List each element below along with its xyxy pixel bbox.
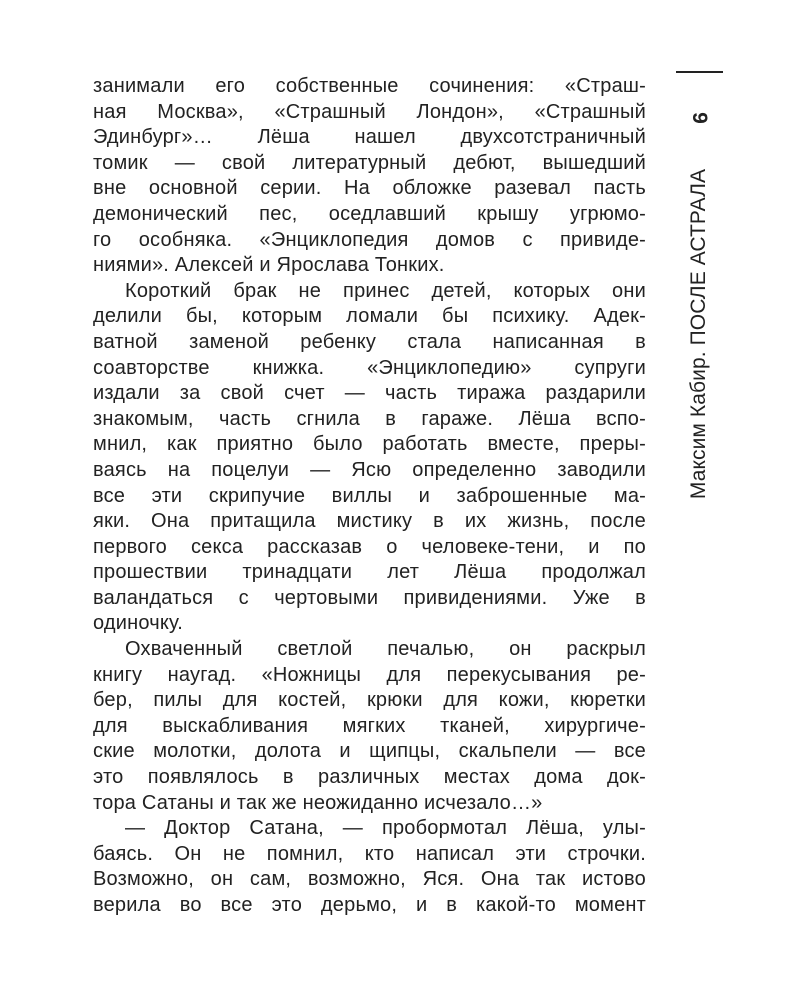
text-line: тора Сатаны и так же неожиданно исчезало…» xyxy=(93,791,543,814)
text-line: соавторстве книжка. «Энциклопедию» супруги xyxy=(93,356,646,379)
text-line: прошествии тринадцати лет Лёша продолжал xyxy=(93,561,646,584)
text-line: — Доктор Сатана, — пробормотал Лёша, улы- xyxy=(125,817,646,840)
text-line: томик — свой литературный дебют, вышедший xyxy=(93,151,646,174)
text-line: Возможно, он сам, возможно, Яся. Она так истово xyxy=(93,868,646,891)
text-line: мнил, как приятно было работать вместе, преры- xyxy=(93,433,646,456)
text-line: Охваченный светлой печалью, он раскрыл xyxy=(125,638,646,661)
page-number: 9 xyxy=(688,112,711,124)
text-line: занимали его собственные сочинения: «Страш- xyxy=(93,75,646,97)
text-line: валандаться с чертовыми привидениями. Уже в xyxy=(93,586,646,609)
text-line: яки. Она притащила мистику в их жизнь, после xyxy=(93,510,646,533)
text-line: издали за свой счет — часть тиража раздарили xyxy=(93,382,646,405)
header-rule xyxy=(676,71,723,73)
text-line: верила во все это дерьмо, и в какой-то момент xyxy=(93,894,646,916)
text-line: все эти скрипучие виллы и заброшенные ма- xyxy=(93,484,646,507)
body-text xyxy=(93,74,646,919)
text-line: вне основной серии. На обложке разевал пасть xyxy=(93,177,646,200)
text-line: для выскабливания мягких тканей, хирургиче- xyxy=(93,714,646,737)
text-line: книгу наугад. «Ножницы для перекусывания ре- xyxy=(93,663,646,686)
text-line: первого секса рассказав о человеке-тени, и по xyxy=(93,535,646,558)
text-line: демонический пес, оседлавший крышу угрюмо- xyxy=(93,202,646,225)
text-line: баясь. Он не помнил, кто написал эти строчки. xyxy=(93,842,646,865)
text-line: ниями». Алексей и Ярослава Тонких. xyxy=(93,254,445,277)
text-line: ватной заменой ребенку стала написанная в xyxy=(93,330,646,353)
text-line: ские молотки, долота и щипцы, скальпели — все xyxy=(93,740,646,763)
text-line: бер, пилы для костей, крюки для кожи, кюретки xyxy=(93,689,646,712)
text-line: это появлялось в различных местах дома док- xyxy=(93,766,646,789)
text-line: одиночку. xyxy=(93,612,184,635)
text-line: го особняка. «Энциклопедия домов с привиде- xyxy=(93,228,646,251)
text-line: Эдинбург»… Лёша нашел двухсотстраничный xyxy=(93,126,646,149)
text-line: Короткий брак не принес детей, которых они xyxy=(125,279,646,302)
text-line: ная Москва», «Страшный Лондон», «Страшный xyxy=(93,100,646,123)
text-line: знакомым, часть сгнила в гараже. Лёша вспо- xyxy=(93,407,646,430)
running-head: Максим Кабир. ПОСЛЕ АСТРАЛА xyxy=(687,168,710,500)
text-line: делили бы, которым ломали бы психику. Адек- xyxy=(93,305,646,328)
text-line: ваясь на поцелуи — Ясю определенно заводили xyxy=(93,458,646,481)
